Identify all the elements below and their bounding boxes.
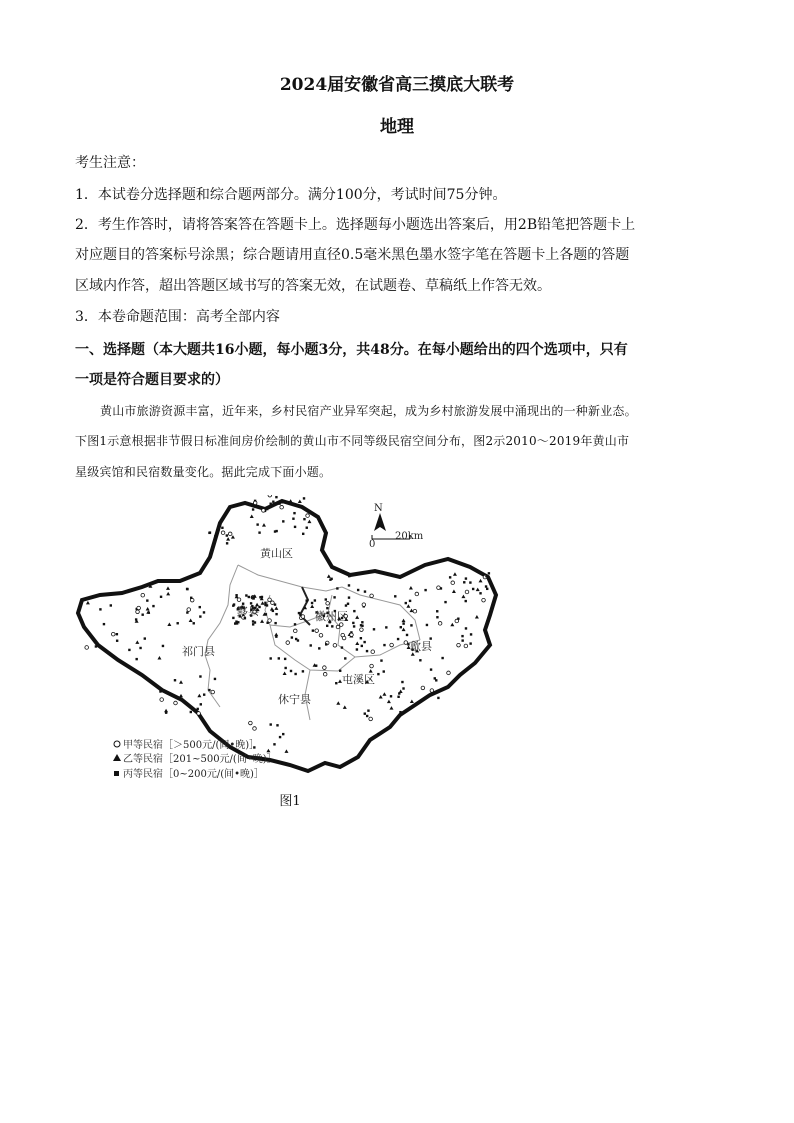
homestay-point (221, 527, 223, 529)
homestay-point (383, 670, 385, 672)
homestay-point (436, 616, 438, 618)
homestay-point (302, 670, 304, 672)
homestay-point (137, 606, 141, 610)
homestay-point (430, 689, 434, 693)
homestay-point (262, 509, 266, 513)
homestay-point (342, 636, 346, 640)
homestay-point (266, 622, 268, 624)
homestay-point (353, 610, 355, 612)
homestay-point (253, 501, 257, 505)
homestay-point (298, 499, 302, 503)
homestay-point (289, 499, 293, 503)
homestay-point (461, 639, 463, 641)
homestay-point (364, 712, 366, 714)
homestay-point (371, 650, 375, 654)
homestay-point (294, 623, 296, 625)
homestay-point (294, 673, 296, 675)
homestay-point (292, 518, 294, 520)
homestay-point (315, 629, 319, 633)
homestay-point (116, 640, 118, 642)
homestay-point (421, 686, 425, 690)
homestay-point (306, 514, 310, 518)
homestay-point (377, 673, 379, 675)
homestay-point (282, 520, 284, 522)
homestay-point (409, 600, 411, 602)
homestay-point (398, 692, 400, 694)
homestay-point (284, 658, 286, 660)
notice-item-2-line-3: 区域内作答，超出答题区域书写的答案无效，在试题卷、草稿纸上作答无效。 (75, 278, 551, 294)
homestay-point (297, 639, 299, 641)
homestay-point (323, 672, 327, 676)
homestay-point (252, 623, 254, 625)
homestay-point (214, 678, 216, 680)
homestay-point (190, 711, 192, 713)
legend-a: 甲等民宿［＞500元/(间•晚)］ (123, 740, 260, 751)
homestay-point (344, 657, 346, 659)
homestay-point (272, 610, 274, 612)
homestay-point (270, 723, 272, 725)
homestay-point (228, 532, 232, 536)
homestay-point (237, 598, 241, 602)
homestay-point (269, 657, 271, 659)
homestay-point (397, 638, 399, 640)
homestay-point (331, 625, 333, 627)
homestay-point (274, 530, 276, 532)
place-huangshanqu: 黄山区 (260, 547, 293, 560)
passage-line-2: 下图1示意根据非节假日标准间房价绘制的黄山市不同等级民宿空间分布，图2示2010～2019年黄山市 (75, 434, 630, 448)
homestay-point (318, 647, 320, 649)
homestay-point (253, 595, 255, 597)
homestay-point (165, 711, 167, 713)
homestay-point (336, 625, 340, 629)
homestay-point (348, 596, 350, 598)
homestay-point (152, 605, 154, 607)
homestay-point (314, 599, 316, 601)
homestay-point (339, 670, 341, 672)
homestay-point (333, 643, 337, 647)
homestay-point (245, 594, 247, 596)
place-yixian: 黟县 (237, 605, 259, 618)
homestay-point (187, 608, 191, 612)
homestay-point (410, 624, 412, 626)
homestay-point (186, 611, 188, 613)
homestay-point (404, 641, 408, 645)
homestay-point (270, 503, 272, 505)
homestay-point (160, 698, 164, 702)
homestay-point (237, 621, 239, 623)
homestay-point (293, 629, 297, 633)
city-boundary (78, 501, 496, 771)
homestay-point (186, 588, 188, 590)
homestay-point (369, 717, 373, 721)
homestay-point (264, 604, 266, 606)
homestay-point (435, 679, 437, 681)
north-arrow-icon (374, 503, 386, 531)
exam-title: 2024届安徽省高三摸底大联考 (279, 75, 515, 95)
homestay-point (199, 606, 201, 608)
homestay-point (232, 617, 234, 619)
homestay-point (419, 659, 421, 661)
homestay-point (85, 646, 89, 650)
homestay-point (271, 601, 275, 605)
homestay-point (303, 518, 305, 520)
homestay-point (469, 581, 471, 583)
homestay-point (278, 502, 280, 504)
place-tunxiqu: 屯溪区 (342, 673, 375, 686)
homestay-point (360, 637, 362, 639)
notice-item-2-line-1: 2．考生作答时，请将答案答在答题卡上。选择题每小题选出答案后，用2B铅笔把答题卡上 (75, 217, 636, 233)
homestay-point (451, 581, 455, 585)
homestay-point (406, 634, 408, 636)
homestay-point (394, 595, 396, 597)
homestay-point (160, 596, 162, 598)
homestay-point (366, 715, 368, 717)
figure-caption: 图1 (279, 794, 301, 809)
homestay-point (390, 643, 394, 647)
homestay-point (326, 607, 328, 609)
homestay-point (383, 644, 385, 646)
scale-bar (369, 531, 424, 550)
homestay-point (275, 635, 277, 637)
homestay-point (413, 609, 417, 613)
homestay-point (232, 604, 234, 606)
svg-text:N: N (374, 503, 383, 514)
homestay-point (298, 612, 300, 614)
homestay-point (268, 495, 272, 497)
homestay-point (360, 628, 364, 632)
homestay-point (323, 666, 327, 670)
homestay-point (370, 594, 374, 598)
homestay-point (364, 590, 366, 592)
homestay-point (303, 497, 305, 499)
homestay-point (110, 604, 112, 606)
homestay-point (449, 576, 451, 578)
section-heading-line-2: 一项是符合题目要求的） (75, 372, 229, 388)
homestay-point (335, 682, 337, 684)
homestay-point (306, 599, 308, 601)
homestay-point (373, 628, 375, 630)
homestay-point (488, 572, 490, 574)
place-qimenxian: 祁门县 (182, 645, 215, 658)
homestay-point (258, 531, 260, 533)
homestay-point (203, 611, 205, 613)
homestay-point (199, 675, 201, 677)
homestay-point (291, 636, 293, 638)
homestay-point (400, 626, 402, 628)
homestay-point (146, 599, 148, 601)
homestay-point (367, 709, 369, 711)
homestay-point (333, 596, 335, 598)
homestay-point (464, 644, 468, 648)
homestay-point (302, 533, 304, 535)
homestay-point (415, 592, 419, 596)
homestay-point (264, 602, 266, 604)
homestay-point (286, 641, 290, 645)
homestay-point (336, 587, 338, 589)
homestay-point (465, 577, 467, 579)
homestay-point (361, 625, 363, 627)
homestay-point (426, 624, 428, 626)
homestay-point (135, 658, 137, 660)
homestay-point (144, 637, 146, 639)
homestay-point (226, 542, 228, 544)
homestay-point (347, 603, 349, 605)
subject-title: 地理 (380, 117, 414, 137)
homestay-point (200, 703, 202, 705)
homestay-point (486, 588, 488, 590)
homestay-point (472, 588, 474, 590)
map-legend (113, 738, 277, 780)
legend-c: 丙等民宿［0~200元/(间•晚)］ (123, 769, 264, 780)
homestay-point (357, 589, 359, 591)
homestay-point (211, 690, 215, 694)
homestay-point (275, 613, 277, 615)
homestay-point (197, 708, 199, 710)
homestay-point (176, 622, 178, 624)
homestay-point (402, 687, 404, 689)
homestay-point (361, 621, 363, 623)
homestay-point (363, 641, 365, 643)
homestay-point (311, 602, 313, 604)
homestay-point (330, 578, 332, 580)
legend-symbol-a (114, 741, 120, 747)
homestay-point (282, 733, 284, 735)
homestay-point (482, 598, 486, 602)
homestay-point (278, 657, 280, 659)
homestay-point (437, 586, 441, 590)
homestay-point (139, 647, 141, 649)
homestay-point (479, 592, 481, 594)
homestay-point (276, 724, 278, 726)
homestay-point (436, 610, 438, 612)
homestay-point (325, 598, 327, 600)
homestay-point (116, 633, 118, 635)
homestay-point (306, 527, 308, 529)
notice-item-2-line-2: 对应题目的答案标号涂黑；综合题请用直径0.5毫米黑色墨水签字笔在答题卡上各题的答题 (75, 247, 630, 263)
homestay-point (226, 534, 228, 536)
homestay-point (405, 602, 407, 604)
homestay-point (99, 608, 101, 610)
svg-text:20km: 20km (395, 531, 424, 542)
legend-b: 乙等民宿［201~500元/(间•晚)］ (123, 754, 277, 765)
homestay-point (293, 512, 295, 514)
homestay-point (401, 681, 403, 683)
homestay-point (248, 596, 250, 598)
homestay-point (390, 695, 392, 697)
homestay-point (197, 712, 201, 716)
svg-text:0: 0 (369, 539, 376, 550)
homestay-point (341, 646, 343, 648)
homestay-point (437, 697, 439, 699)
homestay-point (209, 531, 211, 533)
homestay-point (469, 642, 471, 644)
homestay-point (275, 496, 277, 498)
homestay-point (485, 585, 487, 587)
homestay-point (312, 629, 314, 631)
homestay-point (470, 633, 472, 635)
homestay-point (280, 505, 284, 509)
homestay-point (455, 619, 459, 623)
homestay-point (352, 622, 354, 624)
homestay-point (424, 589, 426, 591)
homestay-point (274, 622, 276, 624)
homestay-point (268, 598, 272, 602)
homestay-point (284, 667, 286, 669)
homestay-point (256, 523, 258, 525)
homestay-point (353, 625, 355, 627)
notice-item-1: 1．本试卷分选择题和综合题两部分。满分100分，考试时间75分钟。 (75, 187, 507, 203)
homestay-point (162, 645, 164, 647)
homestay-point (174, 701, 178, 705)
place-xiuningxian: 休宁县 (278, 693, 311, 706)
homestay-distribution-map (70, 495, 520, 785)
homestay-point (325, 643, 327, 645)
homestay-point (356, 648, 358, 650)
homestay-point (326, 625, 328, 627)
homestay-point (465, 590, 469, 594)
homestay-point (203, 693, 205, 695)
homestay-point (252, 508, 254, 510)
notice-item-3: 3．本卷命题范围：高考全部内容 (75, 309, 280, 325)
homestay-point (103, 623, 105, 625)
homestay-point (199, 615, 201, 617)
homestay-point (444, 601, 446, 603)
homestay-point (111, 632, 115, 636)
homestay-point (457, 643, 461, 647)
homestay-point (465, 627, 467, 629)
homestay-point (362, 603, 366, 607)
homestay-point (193, 622, 195, 624)
homestay-point (366, 650, 368, 652)
homestay-point (141, 613, 143, 615)
homestay-point (95, 645, 97, 647)
homestay-point (273, 743, 275, 745)
homestay-point (294, 526, 296, 528)
homestay-point (385, 626, 387, 628)
homestay-point (348, 584, 350, 586)
homestay-point (253, 727, 257, 731)
homestay-point (208, 689, 210, 691)
legend-symbol-c (114, 771, 119, 776)
homestay-point (447, 671, 451, 675)
homestay-point (249, 721, 253, 725)
homestay-point (136, 610, 140, 614)
passage-line-3: 星级宾馆和民宿数量变化。据此完成下面小题。 (75, 465, 332, 479)
homestay-point (380, 659, 382, 661)
homestay-point (326, 602, 330, 606)
homestay-point (301, 615, 305, 619)
place-huizhouqu: 徽州区 (315, 610, 348, 623)
homestay-point (399, 711, 401, 713)
homestay-point (461, 635, 463, 637)
homestay-point (397, 696, 399, 698)
legend-symbol-b (113, 754, 121, 761)
homestay-point (441, 657, 443, 659)
homestay-point (272, 501, 274, 503)
section-heading-line-1: 一、选择题（本大题共16小题，每小题3分，共48分。在每小题给出的四个选项中，只有 (75, 342, 628, 358)
homestay-point (214, 535, 216, 537)
homestay-point (370, 664, 374, 668)
homestay-point (259, 596, 261, 598)
homestay-point (319, 634, 323, 638)
homestay-point (339, 623, 343, 627)
homestay-point (190, 597, 192, 599)
homestay-point (350, 633, 354, 637)
homestay-point (361, 645, 363, 647)
homestay-point (290, 670, 292, 672)
place-shexian: 歙县 (410, 640, 432, 653)
homestay-point (310, 644, 312, 646)
homestay-point (465, 600, 467, 602)
homestay-point (279, 736, 281, 738)
homestay-point (141, 593, 145, 597)
homestay-point (174, 679, 176, 681)
notice-heading: 考生注意： (75, 155, 145, 171)
passage-line-1: 黄山市旅游资源丰富，近年来，乡村民宿产业异军突起，成为乡村旅游发展中涌现出的一种新业态。 (100, 404, 637, 418)
homestay-point (348, 575, 350, 577)
homestay-point (221, 531, 225, 535)
homestay-point (128, 649, 130, 651)
homestay-point (438, 622, 442, 626)
homestay-point (430, 668, 432, 670)
homestay-point (463, 581, 465, 583)
homestay-point (159, 690, 161, 692)
homestay-point (402, 622, 404, 624)
